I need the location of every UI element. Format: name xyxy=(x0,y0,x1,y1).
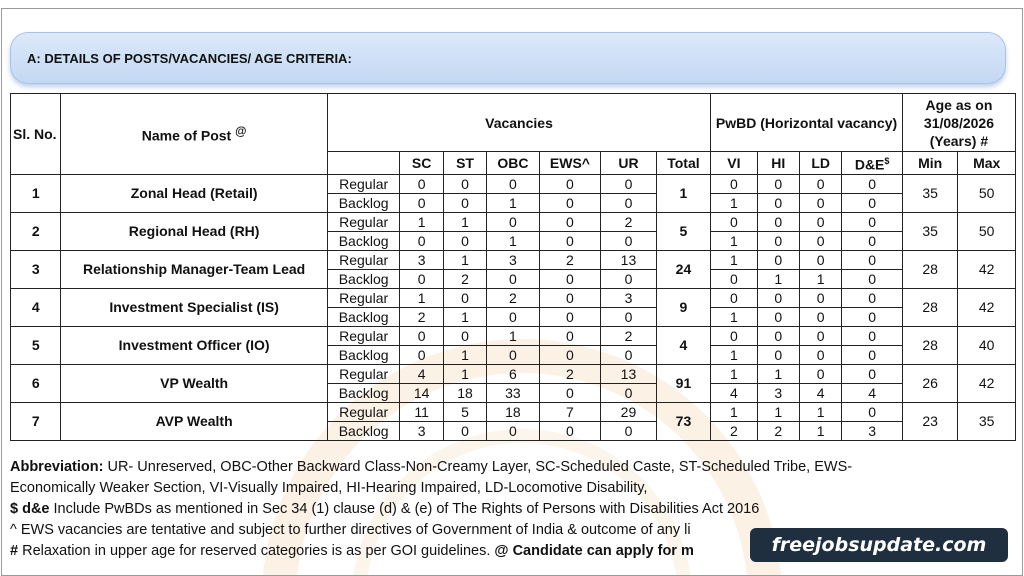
cell-st: 5 xyxy=(443,402,486,421)
cell-sl-no: 2 xyxy=(11,212,61,250)
cell-hi: 0 xyxy=(757,307,799,326)
cell-hi: 1 xyxy=(757,402,799,421)
header-age-min: Min xyxy=(902,152,957,175)
cell-ld: 1 xyxy=(799,269,841,288)
cell-vacancy-type: Regular xyxy=(327,288,400,307)
cell-obc: 1 xyxy=(487,326,539,345)
cell-ld: 0 xyxy=(799,326,841,345)
cell-ews: 0 xyxy=(539,307,601,326)
cell-vi: 1 xyxy=(711,250,757,269)
cell-ur: 0 xyxy=(601,345,656,364)
cell-total: 5 xyxy=(656,212,710,250)
cell-ur: 0 xyxy=(601,421,656,440)
cell-vi: 4 xyxy=(711,383,757,402)
cell-sc: 0 xyxy=(400,269,443,288)
header-de-text: D&E xyxy=(854,156,885,173)
header-vacancies: Vacancies xyxy=(327,94,710,152)
section-header xyxy=(10,32,1006,84)
cell-hi: 0 xyxy=(757,326,799,345)
header-ur: UR xyxy=(601,152,656,175)
cell-age-max: 42 xyxy=(958,288,1016,326)
cell-age-max: 42 xyxy=(958,250,1016,288)
header-st: ST xyxy=(443,152,486,175)
cell-ur: 2 xyxy=(601,326,656,345)
cell-de: 0 xyxy=(842,326,903,345)
cell-total: 24 xyxy=(656,250,710,288)
cell-total: 1 xyxy=(656,174,710,212)
cell-age-min: 35 xyxy=(902,212,957,250)
cell-ld: 0 xyxy=(799,193,841,212)
cell-ews: 0 xyxy=(539,193,601,212)
cell-de: 0 xyxy=(842,250,903,269)
cell-ur: 0 xyxy=(601,174,656,193)
cell-age-min: 28 xyxy=(902,288,957,326)
header-name-of-post xyxy=(61,94,327,175)
cell-st: 18 xyxy=(443,383,486,402)
cell-de: 0 xyxy=(842,307,903,326)
header-sl-no: Sl. No. xyxy=(11,94,61,175)
cell-sc: 4 xyxy=(400,364,443,383)
cell-st: 1 xyxy=(443,250,486,269)
cell-vacancy-type: Backlog xyxy=(327,231,400,250)
cell-sl-no: 5 xyxy=(11,326,61,364)
cell-ur: 0 xyxy=(601,231,656,250)
cell-obc: 1 xyxy=(487,231,539,250)
note-ews: ^ EWS vacancies are tentative and subject to further directives of Government of India & outcome of any li xyxy=(10,522,691,538)
cell-ld: 0 xyxy=(799,174,841,193)
cell-vacancy-type: Regular xyxy=(327,402,400,421)
cell-vacancy-type: Backlog xyxy=(327,383,400,402)
cell-obc: 0 xyxy=(487,345,539,364)
cell-ld: 0 xyxy=(799,288,841,307)
cell-age-max: 42 xyxy=(958,364,1016,402)
section-title: A: DETAILS OF POSTS/VACANCIES/ AGE CRITERIA: xyxy=(27,51,352,66)
note-apply-text: @ Candidate can apply for m xyxy=(494,543,694,559)
cell-vi: 1 xyxy=(711,231,757,250)
cell-age-min: 26 xyxy=(902,364,957,402)
cell-vi: 1 xyxy=(711,364,757,383)
cell-sc: 0 xyxy=(400,345,443,364)
cell-hi: 1 xyxy=(757,364,799,383)
header-de-sup: $ xyxy=(884,156,890,166)
cell-obc: 1 xyxy=(487,193,539,212)
cell-vi: 0 xyxy=(711,174,757,193)
cell-sc: 0 xyxy=(400,326,443,345)
cell-vacancy-type: Backlog xyxy=(327,307,400,326)
cell-vacancy-type: Regular xyxy=(327,326,400,345)
table-row xyxy=(11,174,1016,193)
cell-sc: 1 xyxy=(400,212,443,231)
cell-age-max: 35 xyxy=(958,402,1016,440)
cell-vacancy-type: Regular xyxy=(327,174,400,193)
note-de xyxy=(10,499,1016,520)
cell-age-max: 50 xyxy=(958,212,1016,250)
cell-ews: 0 xyxy=(539,421,601,440)
cell-obc: 0 xyxy=(487,269,539,288)
cell-de: 0 xyxy=(842,212,903,231)
cell-sl-no: 4 xyxy=(11,288,61,326)
cell-ld: 1 xyxy=(799,402,841,421)
cell-obc: 6 xyxy=(487,364,539,383)
header-age: Age as on 31/08/2026 (Years) # xyxy=(902,94,1015,152)
cell-st: 0 xyxy=(443,288,486,307)
cell-hi: 0 xyxy=(757,288,799,307)
header-post-text: Name of Post xyxy=(141,127,232,144)
header-age-max: Max xyxy=(958,152,1016,175)
cell-vacancy-type: Backlog xyxy=(327,269,400,288)
cell-de: 0 xyxy=(842,231,903,250)
cell-sc: 0 xyxy=(400,193,443,212)
note-de-label: $ d&e xyxy=(10,501,50,517)
cell-ld: 0 xyxy=(799,345,841,364)
cell-hi: 1 xyxy=(757,269,799,288)
cell-de: 0 xyxy=(842,193,903,212)
cell-vi: 0 xyxy=(711,269,757,288)
cell-de: 4 xyxy=(842,383,903,402)
cell-sl-no: 7 xyxy=(11,402,61,440)
cell-age-max: 40 xyxy=(958,326,1016,364)
cell-ur: 0 xyxy=(601,193,656,212)
cell-sc: 1 xyxy=(400,288,443,307)
cell-ld: 0 xyxy=(799,250,841,269)
cell-hi: 2 xyxy=(757,421,799,440)
header-obc: OBC xyxy=(487,152,539,175)
cell-de: 0 xyxy=(842,364,903,383)
cell-total: 9 xyxy=(656,288,710,326)
note-abbreviation xyxy=(10,457,1016,478)
cell-hi: 0 xyxy=(757,174,799,193)
cell-sl-no: 3 xyxy=(11,250,61,288)
cell-vi: 1 xyxy=(711,402,757,421)
cell-ld: 0 xyxy=(799,231,841,250)
cell-vacancy-type: Backlog xyxy=(327,421,400,440)
header-sc: SC xyxy=(400,152,443,175)
cell-obc: 0 xyxy=(487,212,539,231)
cell-post-name: Investment Specialist (IS) xyxy=(61,288,327,326)
cell-ld: 0 xyxy=(799,364,841,383)
cell-post-name: Investment Officer (IO) xyxy=(61,326,327,364)
cell-obc: 18 xyxy=(487,402,539,421)
note-abbr-label: Abbreviation: xyxy=(10,459,104,475)
cell-vi: 1 xyxy=(711,345,757,364)
cell-obc: 0 xyxy=(487,421,539,440)
cell-total: 4 xyxy=(656,326,710,364)
cell-ld: 0 xyxy=(799,307,841,326)
cell-st: 2 xyxy=(443,269,486,288)
cell-vi: 0 xyxy=(711,212,757,231)
cell-de: 3 xyxy=(842,421,903,440)
site-watermark-badge: freejobsupdate.com xyxy=(750,528,1008,562)
cell-post-name: AVP Wealth xyxy=(61,402,327,440)
cell-vacancy-type: Backlog xyxy=(327,345,400,364)
cell-sc: 3 xyxy=(400,250,443,269)
header-de xyxy=(842,152,903,175)
cell-post-name: Regional Head (RH) xyxy=(61,212,327,250)
cell-ur: 13 xyxy=(601,250,656,269)
cell-st: 0 xyxy=(443,193,486,212)
vacancy-table xyxy=(10,93,1016,441)
cell-st: 0 xyxy=(443,231,486,250)
table-row xyxy=(11,250,1016,269)
cell-sc: 14 xyxy=(400,383,443,402)
cell-st: 0 xyxy=(443,421,486,440)
note-abbreviation-cont: Economically Weaker Section, VI-Visually Impaired, HI-Hearing Impaired, LD-Locomotive Disability, xyxy=(10,480,648,496)
cell-obc: 33 xyxy=(487,383,539,402)
cell-hi: 0 xyxy=(757,193,799,212)
cell-total: 73 xyxy=(656,402,710,440)
header-vi: VI xyxy=(711,152,757,175)
note-de-text: Include PwBDs as mentioned in Sec 34 (1) clause (d) & (e) of The Rights of Persons with Disabilities Act 2016 xyxy=(49,501,760,517)
cell-hi: 3 xyxy=(757,383,799,402)
cell-st: 0 xyxy=(443,174,486,193)
cell-hi: 0 xyxy=(757,250,799,269)
cell-de: 0 xyxy=(842,288,903,307)
cell-hi: 0 xyxy=(757,231,799,250)
cell-ur: 0 xyxy=(601,383,656,402)
cell-ur: 2 xyxy=(601,212,656,231)
cell-sc: 0 xyxy=(400,174,443,193)
cell-ews: 0 xyxy=(539,345,601,364)
cell-de: 0 xyxy=(842,345,903,364)
cell-ld: 0 xyxy=(799,212,841,231)
cell-post-name: Zonal Head (Retail) xyxy=(61,174,327,212)
cell-vacancy-type: Regular xyxy=(327,364,400,383)
cell-ld: 4 xyxy=(799,383,841,402)
cell-post-name: Relationship Manager-Team Lead xyxy=(61,250,327,288)
cell-obc: 3 xyxy=(487,250,539,269)
cell-st: 0 xyxy=(443,326,486,345)
cell-obc: 0 xyxy=(487,174,539,193)
cell-sl-no: 1 xyxy=(11,174,61,212)
cell-sc: 0 xyxy=(400,231,443,250)
cell-age-min: 35 xyxy=(902,174,957,212)
cell-ews: 0 xyxy=(539,231,601,250)
cell-ews: 2 xyxy=(539,250,601,269)
cell-ld: 1 xyxy=(799,421,841,440)
cell-ews: 0 xyxy=(539,269,601,288)
cell-sc: 3 xyxy=(400,421,443,440)
header-post-sup: @ xyxy=(235,125,247,138)
cell-ews: 0 xyxy=(539,212,601,231)
cell-ews: 7 xyxy=(539,402,601,421)
header-blank xyxy=(327,152,400,175)
cell-ur: 0 xyxy=(601,269,656,288)
cell-hi: 0 xyxy=(757,345,799,364)
cell-ur: 29 xyxy=(601,402,656,421)
cell-vi: 1 xyxy=(711,193,757,212)
cell-vi: 0 xyxy=(711,326,757,345)
cell-sl-no: 6 xyxy=(11,364,61,402)
cell-ews: 0 xyxy=(539,326,601,345)
cell-obc: 0 xyxy=(487,307,539,326)
cell-ur: 0 xyxy=(601,307,656,326)
vacancy-table-body xyxy=(11,174,1016,440)
cell-st: 1 xyxy=(443,307,486,326)
cell-vacancy-type: Regular xyxy=(327,250,400,269)
note-abbr-line1: UR- Unreserved, OBC-Other Backward Class-Non-Creamy Layer, SC-Scheduled Caste, ST-Scheduled Tribe, EWS- xyxy=(103,459,853,475)
cell-st: 1 xyxy=(443,345,486,364)
cell-de: 0 xyxy=(842,402,903,421)
cell-vacancy-type: Regular xyxy=(327,212,400,231)
cell-age-min: 28 xyxy=(902,250,957,288)
cell-sc: 2 xyxy=(400,307,443,326)
table-row xyxy=(11,364,1016,383)
cell-ur: 3 xyxy=(601,288,656,307)
cell-ews: 2 xyxy=(539,364,601,383)
note-age-text: Relaxation in upper age for reserved categories is as per GOI guidelines. xyxy=(18,543,495,559)
cell-ews: 0 xyxy=(539,288,601,307)
header-pwbd: PwBD (Horizontal vacancy) xyxy=(711,94,903,152)
header-ld: LD xyxy=(799,152,841,175)
table-row xyxy=(11,212,1016,231)
header-total: Total xyxy=(656,152,710,175)
cell-de: 0 xyxy=(842,174,903,193)
cell-hi: 0 xyxy=(757,212,799,231)
cell-sc: 11 xyxy=(400,402,443,421)
cell-obc: 2 xyxy=(487,288,539,307)
cell-ews: 0 xyxy=(539,383,601,402)
cell-age-min: 23 xyxy=(902,402,957,440)
cell-total: 91 xyxy=(656,364,710,402)
header-ews: EWS^ xyxy=(539,152,601,175)
table-row xyxy=(11,326,1016,345)
table-row xyxy=(11,402,1016,421)
cell-st: 1 xyxy=(443,212,486,231)
cell-age-min: 28 xyxy=(902,326,957,364)
cell-st: 1 xyxy=(443,364,486,383)
cell-de: 0 xyxy=(842,269,903,288)
cell-vi: 0 xyxy=(711,288,757,307)
cell-post-name: VP Wealth xyxy=(61,364,327,402)
cell-ur: 13 xyxy=(601,364,656,383)
header-hi: HI xyxy=(757,152,799,175)
table-row xyxy=(11,288,1016,307)
cell-vi: 2 xyxy=(711,421,757,440)
cell-age-max: 50 xyxy=(958,174,1016,212)
cell-ews: 0 xyxy=(539,174,601,193)
note-age-mark: # xyxy=(10,543,19,559)
cell-vacancy-type: Backlog xyxy=(327,193,400,212)
cell-vi: 1 xyxy=(711,307,757,326)
